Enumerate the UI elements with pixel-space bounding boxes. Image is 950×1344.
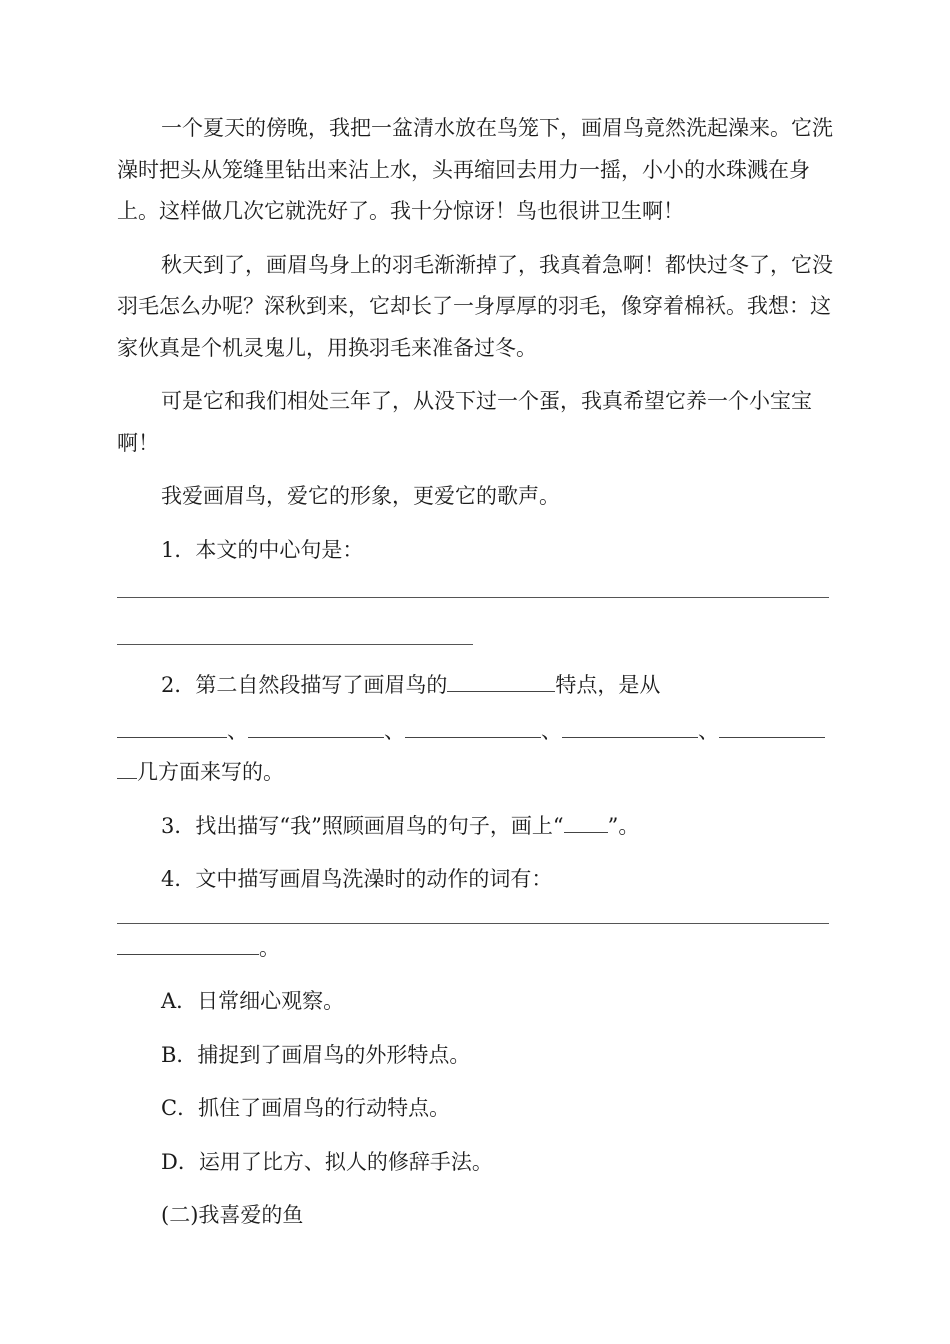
paragraph: 秋天到了，画眉鸟身上的羽毛渐渐掉了，我真着急啊！都快过冬了，它没羽毛怎么办呢？深秋到来，它却长了一身厚厚的羽毛，像穿着棉袄。我想：这家伙真是个机灵鬼儿，用换羽毛来准备过冬。 bbox=[117, 252, 833, 360]
section-heading: (二)我喜爱的鱼 bbox=[161, 1203, 304, 1227]
question-2 bbox=[117, 665, 833, 707]
question-3-text: ”。 bbox=[607, 813, 640, 838]
question-2-text: 2．第二自然段描写了画眉鸟的 bbox=[161, 673, 448, 697]
option-d: D．运用了比方、拟人的修辞手法。 bbox=[161, 1149, 493, 1174]
option-c: C．抓住了画眉鸟的行动特点。 bbox=[161, 1096, 451, 1120]
question-3 bbox=[117, 806, 833, 848]
question-3-text: 3．找出描写“我”照顾画眉鸟的句子，画上“ bbox=[161, 813, 564, 838]
separator: 、 bbox=[698, 718, 719, 743]
answer-blank bbox=[719, 716, 825, 738]
answer-blank bbox=[117, 757, 137, 779]
answer-blank bbox=[405, 716, 541, 738]
question-2-text: 特点，是从 bbox=[555, 673, 661, 697]
answer-blank bbox=[564, 811, 608, 833]
question-2-end bbox=[117, 752, 833, 794]
answer-blank bbox=[248, 716, 384, 738]
question-1: 1．本文的中心句是： bbox=[161, 537, 364, 562]
answer-blank bbox=[117, 933, 259, 955]
paragraph: 我爱画眉鸟，爱它的形象，更爱它的歌声。 bbox=[161, 484, 560, 508]
answer-blank bbox=[447, 670, 555, 692]
question-4-text: 。 bbox=[259, 935, 280, 960]
question-4-end bbox=[117, 928, 833, 970]
answer-blank bbox=[117, 716, 227, 738]
separator: 、 bbox=[384, 718, 405, 743]
answer-blank bbox=[562, 716, 698, 738]
separator: 、 bbox=[541, 718, 562, 743]
paragraph: 可是它和我们相处三年了，从没下过一个蛋，我真希望它养一个小宝宝啊！ bbox=[117, 389, 812, 455]
question-2-text: 几方面来写的。 bbox=[137, 760, 284, 784]
question-2-blanks bbox=[117, 711, 833, 753]
separator: 、 bbox=[227, 718, 248, 743]
option-b: B．捕捉到了画眉鸟的外形特点。 bbox=[161, 1042, 471, 1067]
question-4: 4．文中描写画眉鸟洗澡时的动作的词有： bbox=[161, 867, 553, 891]
option-a: A．日常细心观察。 bbox=[161, 989, 345, 1013]
document-page bbox=[117, 108, 833, 1237]
answer-line bbox=[117, 923, 829, 924]
paragraph: 一个夏天的傍晚，我把一盆清水放在鸟笼下，画眉鸟竟然洗起澡来。它洗澡时把头从笼缝里钻出来沾上水，头再缩回去用力一摇，小小的水珠溅在身上。这样做几次它就洗好了。我十分惊讶！鸟也很讲卫生啊！ bbox=[117, 116, 833, 223]
